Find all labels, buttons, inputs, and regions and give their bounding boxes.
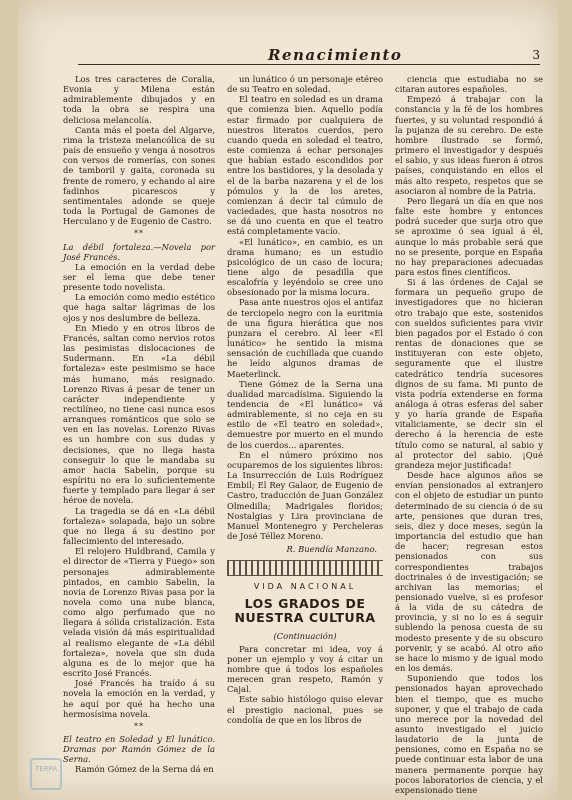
- paragraph: Este sabio histólogo quiso elevar el prestigio nacional, pues se condolía de que en los libros de: [227, 694, 383, 725]
- paragraph: Si á las órdenes de Cajal se formara un pequeño grupo de investigadores que no hicieran otro trabajo que este, sostenidos con sueldos suficientes para vivir bien pagados por el Estado ó con rentas de donaciones que se instituyeran con este objeto, seguramente que el ilustre catedrático tendría sucesores dignos de su fama. Mi punto de vista podría extenderse en forma análoga á otras esferas del saber y yo haría grande de España vitaliciamente, se decir sin el derecho á la herencia de este título como se natural, al sabio y al protector del sabio. ¡Qué grandeza mejor justificada!: [395, 277, 543, 470]
- page-number: 3: [532, 48, 540, 62]
- paragraph: El relojero Huldbrand, Camila y el director de «Tierra y Fuego» son personajes admirablemente pintados, en cambio Sabelin, la novia de Lorenzo Rivas pasa por la novela como una nube blanca, como algo perfumado que no llegara á sólida cristalización. Esta velada visión dá más espiritualidad al realismo elegante de «La débil fortaleza», novela que sin duda alguna es de lo mejor que ha escrito José Francés.: [63, 546, 215, 679]
- paragraph: El teatro en soledad es un drama que comienza bien. Aquello podía estar firmado por cualquiera de nuestros literatos cuerdos, pero cuando queda en soledad el teatro, este comienza á echar personajes que habían estado escondidos por entre los bastidores, y la desolada y el de la barba nazarena y el de los pómulos y la de los aretes, comienzan á decir tal cúmulo de vaciedades, que hasta nosotros no se dá uno cuenta en que el teatro está completamente vacío.: [227, 94, 383, 237]
- section-label: VIDA NACIONAL: [253, 582, 357, 592]
- paragraph: La emoción como medio estético que haga saltar lágrimas de los ojos y nos deslumbre de belleza.: [63, 292, 215, 323]
- paragraph: Pero llegará un día en que nos falte este hombre y entonces podrá suceder que surja otro que se aproxime ó sea igual á él, aunque lo más probable será que no se presente, porque en España no hay preparaciones adecuadas para estos fines científicos.: [395, 195, 543, 277]
- paragraph: ciencia que estudiaba no se citaran autores españoles.: [395, 74, 543, 95]
- article-title: LOS GRADOS DE NUESTRA CULTURA: [234, 595, 376, 625]
- paragraph: Los tres caracteres de Coralia, Evonia y Milena están admirablemente dibujados y en toda la obra se respira una deliciosa melancolía.: [63, 74, 215, 125]
- continued-note: (Continuación): [273, 630, 337, 641]
- paragraph: Empezó á trabajar con la constancia y la fé de los hombres fuertes, y su voluntad respondió á la pujanza de su cerebro. De este hombre ilustrado se formó, primero el investigador y después el sabio, y sus ideas fueron á otros países, conquistando en ellos el más alto respeto, respetos que se asociaron al nombre de la Patria.: [395, 94, 543, 196]
- separator-stars: **: [134, 721, 144, 731]
- paragraph: Pasa ante nuestros ojos el antifaz de terciopelo negro con la euritmia de una figura hierática que nos punzara el cerebro. Al leer «El lunático» he sentido la misma sensación de cuchillada que cuando he leído algunos dramas de Maeterlinck.: [227, 297, 383, 379]
- paragraph: Ramón Gómez de la Serna dá en: [75, 764, 214, 775]
- paragraph: Tiene Gómez de la Serna una dualidad marcadísima. Siguiendo la tendencia de «El lunático» vá admirablemente, si no ceja en su estilo de «El teatro en soledad», demuestre por muerto en el mundo de los cuerdos... aparentes.: [227, 378, 383, 450]
- paragraph: Canta más el poeta del Algarve, rima la tristeza melancólica de su país de ensueño y venga á nosotros con versos de romerías, con sones de tamboril y gaita, coronada su frente de romero, y echando al aire fadinhos picarescos y sentimentales adonde se queje toda la Portugal de Gamones de Herculano y de Eugenio de Castro.: [63, 124, 215, 227]
- column-1: [63, 74, 215, 775]
- page-header: [78, 46, 540, 65]
- masthead-title: Renacimiento: [268, 46, 403, 64]
- paragraph: un lunático ó un personaje etéreo de su Teatro en soledad.: [227, 74, 383, 95]
- column-3: [395, 74, 543, 795]
- separator-stars: **: [134, 229, 144, 239]
- paragraph: La tragedia se dá en «La débil fortaleza» solapada, bajo un sobre que no llega á su destino por fallecimiento del interesado.: [63, 505, 215, 547]
- column-2: [227, 74, 383, 725]
- review-heading: La débil fortaleza.—Novela por José Francés.: [63, 241, 215, 262]
- review-heading: El teatro en Soledad y El lunático. Dramas por Ramón Gómez de la Serna.: [63, 734, 215, 765]
- library-logo-icon: [30, 758, 62, 790]
- paragraph: En Miedo y en otros libros de Francés, saltan como nervios rotos las pesimistas dislocaciones de Sudermann. En «La débil fortaleza» este pesimismo se hace más humano, más resignado. Lorenzo Rivas á pesar de tener un carácter independiente y rectilíneo, no tiene casi nunca esos arranques románticos que solo se ven en las novelas. Lorenzo Rivas es un hombre con sus dudas y decisiones, que no llega hasta conseguir lo que le mandaba su amor hacia Sabelin, porque su espíritu no era lo suficientemente fuerte y templado para llegar á ser héroe de novela.: [63, 322, 215, 506]
- paragraph: Para concretar mi idea, voy á poner un ejemplo y voy á citar un nombre que á todos los españoles merecen gran respeto, Ramón y Cajal.: [227, 643, 383, 695]
- newspaper-page: [18, 0, 558, 800]
- paragraph: Desde hace algunos años se envían pensionados al extranjero con el objeto de estudiar un punto determinado de su ciencia ó de su arte, pensiones que duran tres, seis, diez y doce meses, según la importancia del estudio que han de hacer; regresan estos pensionados con sus correspondientes trabajos doctrinales ó de investigación; se archivan las memorias; el pensionado vuelve, si es profesor á la vida de su cátedra de provincia, y si no lo es á seguir sublendo la penosa cuesta de su modesto presente y de su obscuro porvenir, y se acabó. Al otro año se hace lo mismo y de igual modo en los demás.: [395, 470, 543, 674]
- paragraph: José Francés ha traído á su novela la emoción en la verdad, y he aquí por qué ha hecho una hermosísima novela.: [63, 678, 215, 719]
- ornamental-divider: [227, 560, 383, 576]
- paragraph: La emoción en la verdad debe ser el lema que debe tener presente todo novelista.: [63, 261, 215, 293]
- logo-text: TERPA: [34, 765, 58, 773]
- paragraph: Suponiendo que todos los pensionados hayan aprovechado bien el tiempo, que es mucho suponer, y que el trabajo de cada uno merece por la novedad del asunto investigado el juicio laudatorio de la junta de pensiones, como en España no se puede continuar esta labor de una manera permanente porque hay pocos laboratorios de ciencia, y el expensionado tiene: [395, 673, 543, 795]
- paragraph: «El lunático», en cambio, es un drama humano; es un estudio psicológico de un caso de locura; tiene algo de pesadilla que escalofría y leyéndolo se cree uno obsesionado por la misma locura.: [227, 236, 383, 298]
- paragraph: En el número próximo nos ocuparemos de los siguientes libros: La Insurrección de Luis Rodríguez Embil; El Rey Galaor, de Eugenio de Castro, traducción de Juan González Olmedilla; Madrigales floridos; Nostalgias y Lira provinciana de Manuel Montenegro y Percheleras de José Téllez Moreno.: [227, 449, 383, 542]
- author-signature: R. Buendía Manzano.: [286, 544, 377, 555]
